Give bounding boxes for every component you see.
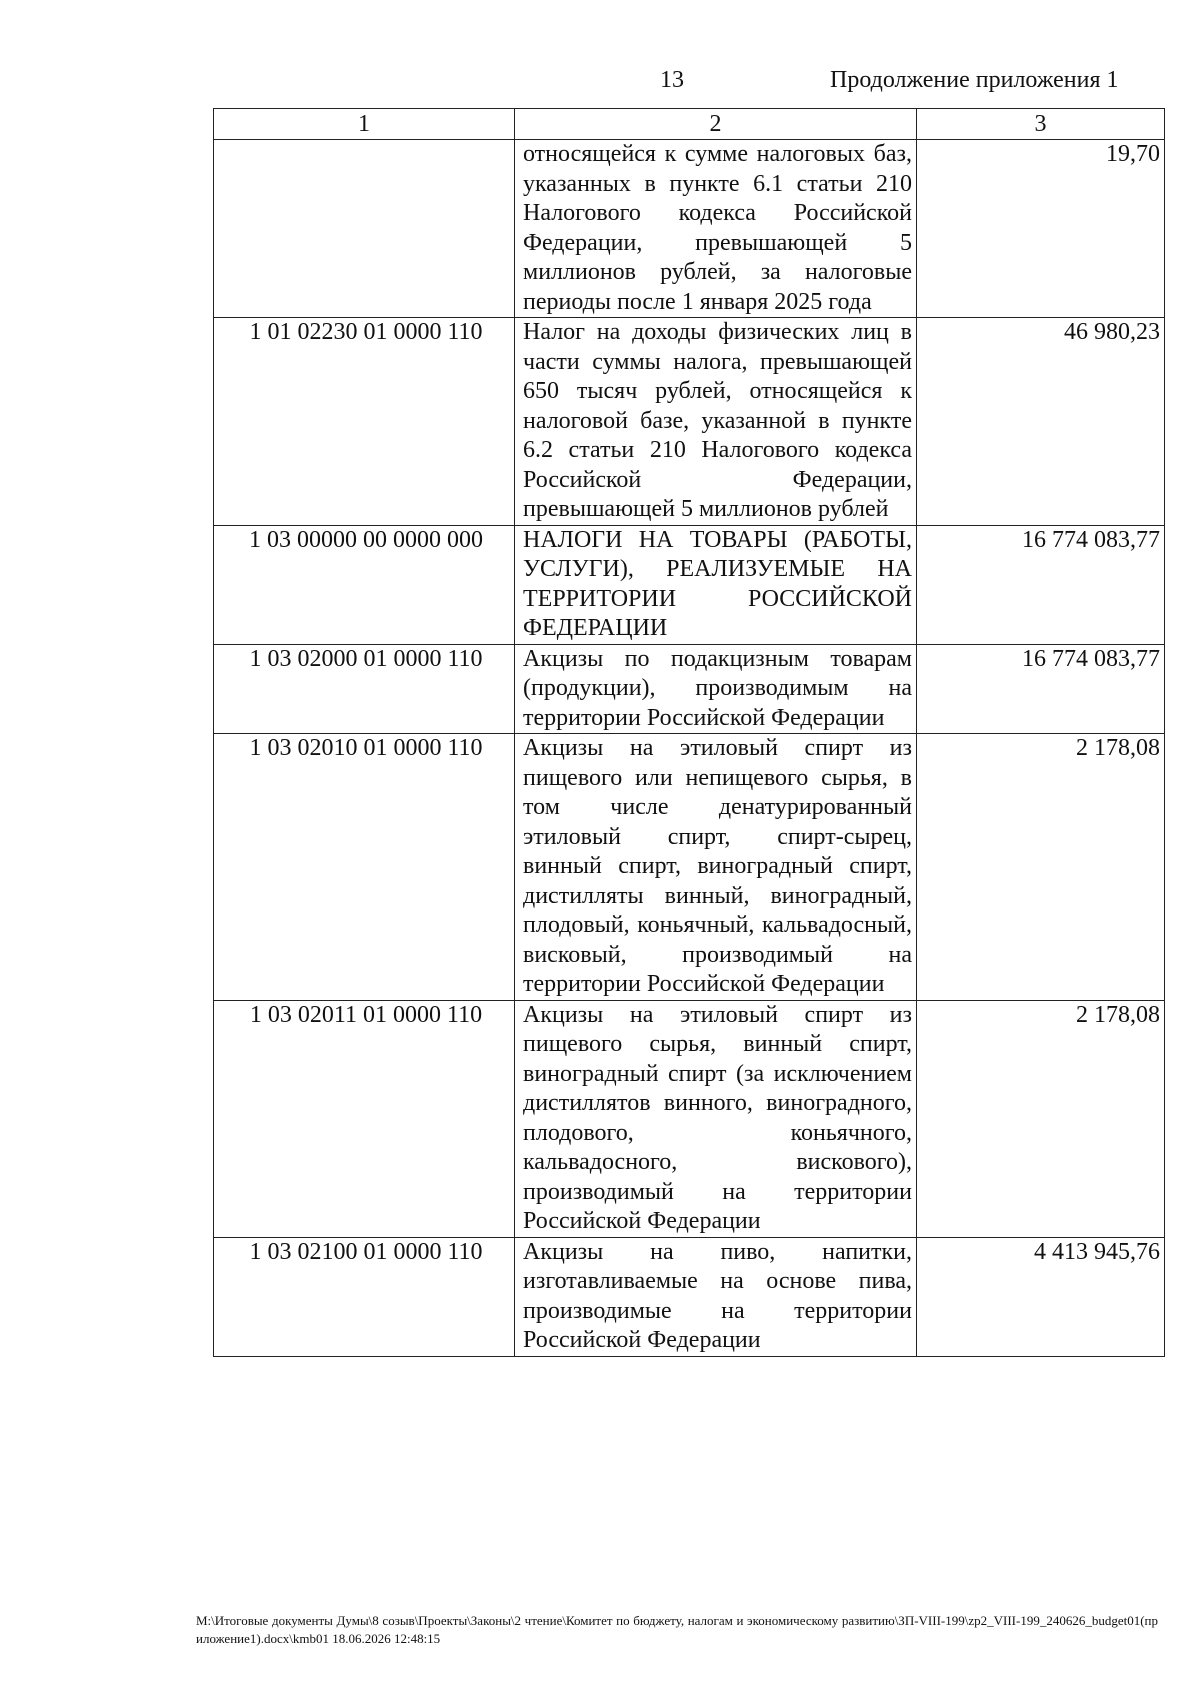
column-header: 1 bbox=[214, 109, 515, 140]
table-header-row bbox=[214, 109, 1165, 140]
amount: 16 774 083,77 bbox=[917, 644, 1165, 734]
budget-code: 1 01 02230 01 0000 110 bbox=[214, 318, 515, 526]
column-header: 2 bbox=[515, 109, 917, 140]
amount: 4 413 945,76 bbox=[917, 1237, 1165, 1356]
revenue-description: НАЛОГИ НА ТОВАРЫ (РАБОТЫ, УСЛУГИ), РЕАЛИЗУЕМЫЕ НА ТЕРРИТОРИИ РОССИЙСКОЙ ФЕДЕРАЦИИ bbox=[515, 525, 917, 644]
table-row bbox=[214, 140, 1165, 318]
continuation-label: Продолжение приложения 1 bbox=[830, 67, 1119, 93]
revenue-description: относящейся к сумме налоговых баз, указанных в пункте 6.1 статьи 210 Налогового кодекса Российской Федерации, превышающей 5 миллионов рублей, за налоговые периоды после 1 января 2025 года bbox=[515, 140, 917, 318]
amount: 2 178,08 bbox=[917, 1000, 1165, 1237]
budget-code: 1 03 02000 01 0000 110 bbox=[214, 644, 515, 734]
table-row bbox=[214, 1237, 1165, 1356]
table-row bbox=[214, 525, 1165, 644]
budget-code bbox=[214, 140, 515, 318]
revenue-description: Акцизы на этиловый спирт из пищевого или непищевого сырья, в том числе денатурированный этиловый спирт, спирт-сырец, винный спирт, виноградный спирт, дистилляты винный, виноградный, плодовый, коньячный, кальвадосный, висковый, производимый на территории Российской Федерации bbox=[515, 734, 917, 1001]
page-number: 13 bbox=[660, 67, 684, 93]
table-row bbox=[214, 644, 1165, 734]
amount: 2 178,08 bbox=[917, 734, 1165, 1001]
revenue-description: Акцизы на этиловый спирт из пищевого сырья, винный спирт, виноградный спирт (за исключением дистиллятов винного, виноградного, плодового, коньячного, кальвадосного, вискового), производимый на территории Российской Федерации bbox=[515, 1000, 917, 1237]
document-file-path: M:\Итоговые документы Думы\8 созыв\Проекты\Законы\2 чтение\Комитет по бюджету, налогам и экономическому развитию\ЗП-VIII-199\zp2_VIII-199_240626_budget01(приложение1).docx\kmb01 18.06.2026 12:48:15 bbox=[196, 1613, 1158, 1646]
revenue-table bbox=[213, 108, 1165, 1357]
revenue-description: Акцизы по подакцизным товарам (продукции), производимым на территории Российской Федерации bbox=[515, 644, 917, 734]
revenue-description: Налог на доходы физических лиц в части суммы налога, превышающей 650 тысяч рублей, относящейся к налоговой базе, указанной в пункте 6.2 статьи 210 Налогового кодекса Российской Федерации, превышающей 5 миллионов рублей bbox=[515, 318, 917, 526]
revenue-description: Акцизы на пиво, напитки, изготавливаемые на основе пива, производимые на территории Российской Федерации bbox=[515, 1237, 917, 1356]
budget-code: 1 03 02010 01 0000 110 bbox=[214, 734, 515, 1001]
amount: 46 980,23 bbox=[917, 318, 1165, 526]
amount: 19,70 bbox=[917, 140, 1165, 318]
table-row bbox=[214, 734, 1165, 1001]
budget-code: 1 03 00000 00 0000 000 bbox=[214, 525, 515, 644]
table-row bbox=[214, 318, 1165, 526]
budget-code: 1 03 02011 01 0000 110 bbox=[214, 1000, 515, 1237]
column-header: 3 bbox=[917, 109, 1165, 140]
budget-code: 1 03 02100 01 0000 110 bbox=[214, 1237, 515, 1356]
amount: 16 774 083,77 bbox=[917, 525, 1165, 644]
table-row bbox=[214, 1000, 1165, 1237]
